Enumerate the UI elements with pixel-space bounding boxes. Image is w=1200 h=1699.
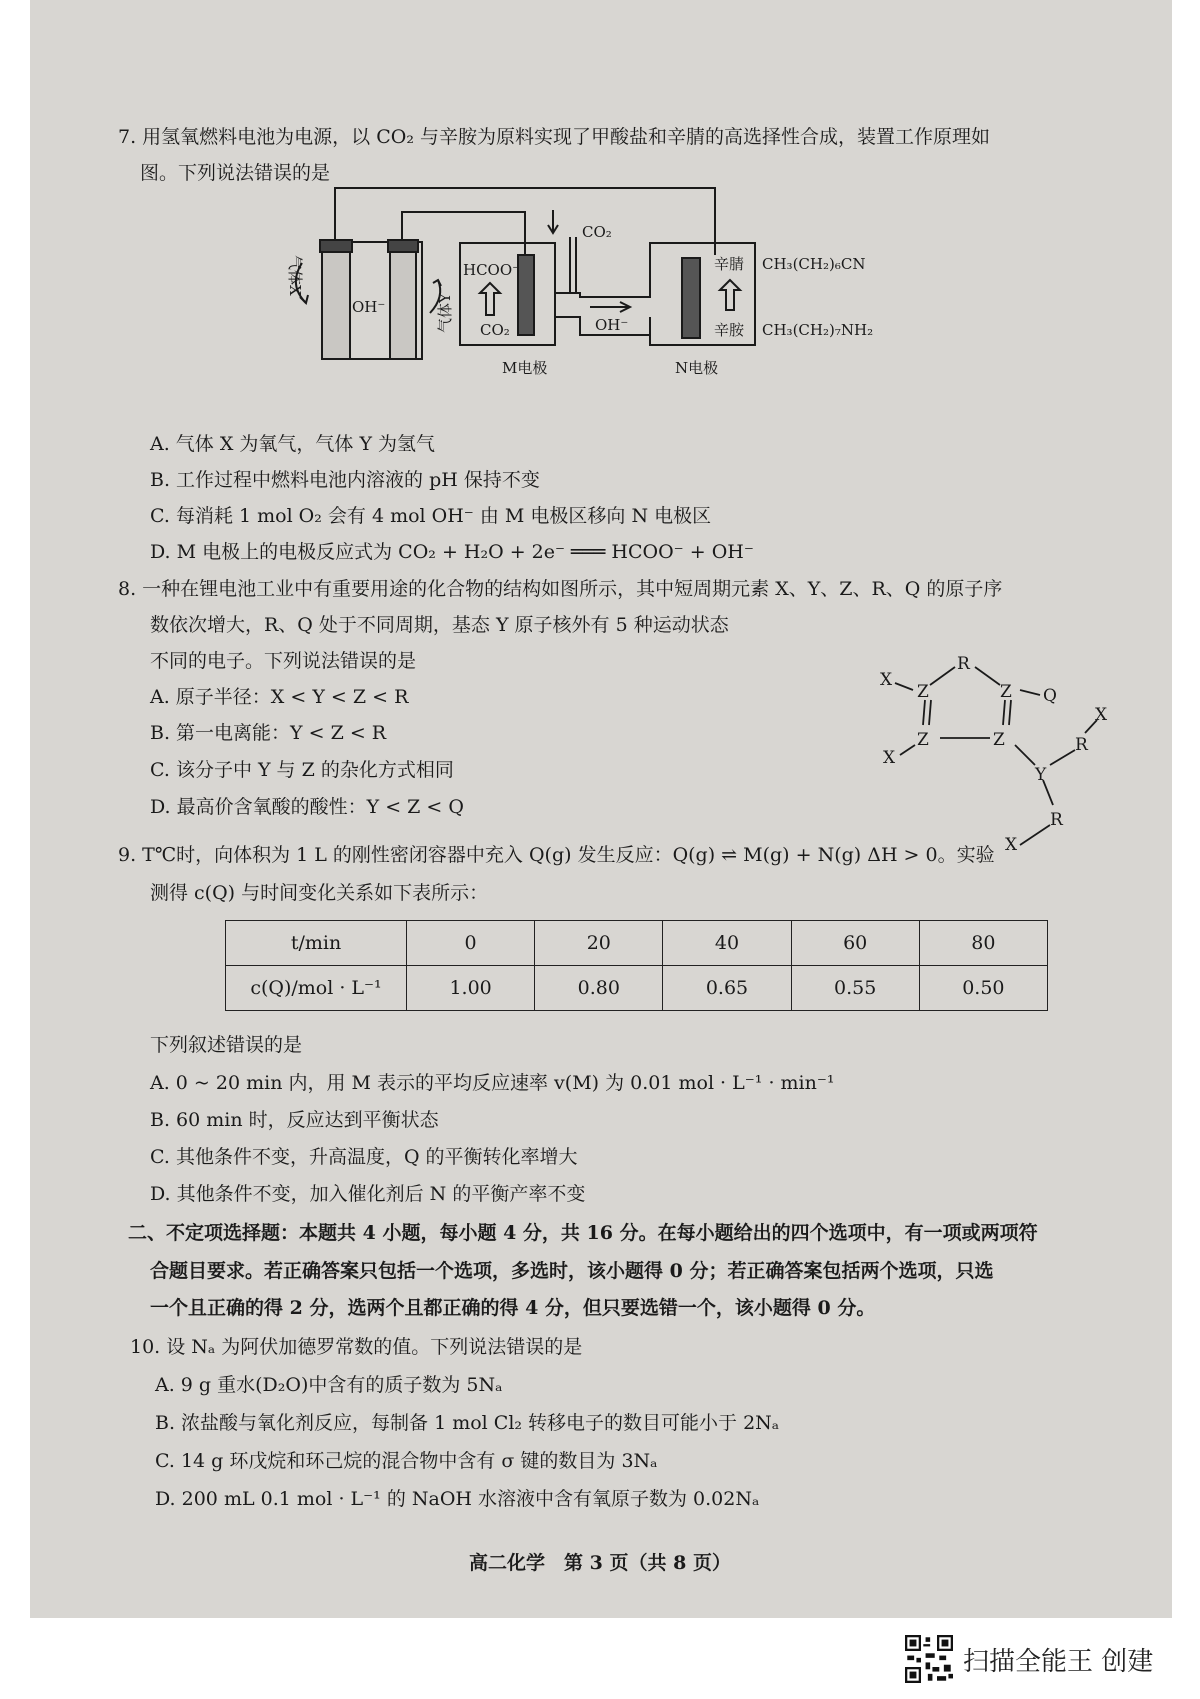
q9-option-d: D. 其他条件不变，加入催化剂后 N 的平衡产率不变	[150, 1183, 586, 1205]
q10-option-b: B. 浓盐酸与氧化剂反应，每制备 1 mol Cl₂ 转移电子的数目可能小于 2Nₐ	[155, 1412, 780, 1434]
q8-option-d: D. 最高价含氧酸的酸性：Y < Z < Q	[150, 796, 464, 818]
q8-atom-z-lower-right: Z	[993, 730, 1005, 750]
q9-time-cell: 0	[407, 921, 535, 966]
section2-instructions-line1: 二、不定项选择题：本题共 4 小题，每小题 4 分，共 16 分。在每小题给出的四个选项中，有一项或两项符	[128, 1222, 1038, 1244]
q7-m-electrode-label: M电极	[502, 359, 548, 377]
q7-nitrile-formula: CH₃(CH₂)₆CN	[762, 255, 866, 273]
q7-stem-line2: 图。下列说法错误的是	[140, 162, 331, 184]
qr-code-icon	[905, 1635, 953, 1683]
q8-molecular-structure	[875, 645, 1135, 855]
q7-co2-inlet-label: CO₂	[582, 223, 612, 241]
q9-concentration-cell: 1.00	[407, 966, 535, 1011]
q7-nitrile-label: 辛腈	[714, 255, 745, 273]
q8-atom-z-upper-left: Z	[917, 682, 929, 702]
q9-concentration-cell: 0.65	[663, 966, 791, 1011]
scanner-watermark	[905, 1635, 1153, 1683]
q8-option-a: A. 原子半径：X < Y < Z < R	[150, 686, 409, 708]
section2-instructions-line2: 合题目要求。若正确答案只包括一个选项，多选时，该小题得 0 分；若正确答案包括两个选项，只选	[150, 1260, 994, 1282]
q9-data-table	[225, 920, 1048, 1011]
q9-option-a: A. 0 ~ 20 min 内，用 M 表示的平均反应速率 v(M) 为 0.01 mol · L⁻¹ · min⁻¹	[150, 1072, 835, 1094]
q7-amine-label: 辛胺	[714, 321, 745, 339]
q8-atom-q: Q	[1043, 686, 1057, 706]
q9-stem-line2: 测得 c(Q) 与时间变化关系如下表所示：	[150, 882, 489, 904]
q8-option-b: B. 第一电离能：Y < Z < R	[150, 722, 387, 744]
q10-option-c: C. 14 g 环戊烷和环己烷的混合物中含有 σ 键的数目为 3Nₐ	[155, 1450, 658, 1472]
q9-option-b: B. 60 min 时，反应达到平衡状态	[150, 1109, 439, 1131]
q8-atom-r-top: R	[957, 654, 970, 674]
q8-stem-line1: 8. 一种在锂电池工业中有重要用途的化合物的结构如图所示，其中短周期元素 X、Y、Z、R、Q 的原子序	[118, 578, 1003, 600]
table-row	[226, 921, 1048, 966]
q9-time-header: t/min	[226, 921, 407, 966]
q9-concentration-cell: 0.50	[919, 966, 1047, 1011]
q8-atom-z-lower-left: Z	[917, 730, 929, 750]
q9-concentration-header: c(Q)/mol · L⁻¹	[226, 966, 407, 1011]
q10-option-a: A. 9 g 重水(D₂O)中含有的质子数为 5Nₐ	[155, 1374, 503, 1396]
q7-electrolysis-diagram	[270, 185, 910, 385]
q8-atom-x-bottom: X	[1005, 835, 1018, 855]
q9-concentration-cell: 0.80	[535, 966, 663, 1011]
q9-option-c: C. 其他条件不变，升高温度，Q 的平衡转化率增大	[150, 1146, 578, 1168]
q8-option-c: C. 该分子中 Y 与 Z 的杂化方式相同	[150, 759, 454, 781]
section2-instructions-line3: 一个且正确的得 2 分，选两个且都正确的得 4 分，但只要选错一个，该小题得 0 分。	[150, 1297, 876, 1319]
q9-stem-line1: 9. T℃时，向体积为 1 L 的刚性密闭容器中充入 Q(g) 发生反应：Q(g) ⇌ M(g) + N(g) ΔH > 0。实验	[118, 844, 995, 866]
scanner-watermark-text: 扫描全能王 创建	[963, 1646, 1154, 1677]
q8-atom-r-right: R	[1075, 735, 1088, 755]
q8-stem-line2: 数依次增大，R、Q 处于不同周期，基态 Y 原子核外有 5 种运动状态	[150, 614, 729, 636]
q9-time-cell: 20	[535, 921, 663, 966]
q8-atom-z-upper-right: Z	[1000, 682, 1012, 702]
q7-gas-y-label: 气体Y	[436, 293, 454, 333]
q8-atom-r-bottom: R	[1050, 810, 1063, 830]
q7-stem-line1: 7. 用氢氧燃料电池为电源，以 CO₂ 与辛胺为原料实现了甲酸盐和辛腈的高选择性合成，装置工作原理如	[118, 126, 990, 148]
q9-concentration-cell: 0.55	[791, 966, 919, 1011]
q8-atom-x-right: X	[1095, 705, 1108, 725]
q10-option-d: D. 200 mL 0.1 mol · L⁻¹ 的 NaOH 水溶液中含有氧原子数为 0.02Nₐ	[155, 1488, 760, 1510]
page-footer: 高二化学 第 3 页（共 8 页）	[469, 1552, 731, 1574]
q7-option-b: B. 工作过程中燃料电池内溶液的 pH 保持不变	[150, 469, 540, 491]
q9-time-cell: 40	[663, 921, 791, 966]
q8-stem-line3: 不同的电子。下列说法错误的是	[150, 650, 417, 672]
q7-amine-formula: CH₃(CH₂)₇NH₂	[762, 321, 874, 339]
q7-co2-inner-label: CO₂	[480, 321, 510, 339]
q7-oh-membrane-label: OH⁻	[595, 316, 629, 334]
q9-time-cell: 80	[919, 921, 1047, 966]
q7-oh-cell-label: OH⁻	[352, 298, 386, 316]
q7-option-a: A. 气体 X 为氧气，气体 Y 为氢气	[150, 433, 436, 455]
q8-atom-x-lower-left: X	[883, 748, 896, 768]
q7-hcoo-label: HCOO⁻	[463, 261, 521, 279]
q8-atom-y: Y	[1035, 765, 1047, 785]
q7-option-d: D. M 电极上的电极反应式为 CO₂ + H₂O + 2e⁻ ═══ HCOO⁻ + OH⁻	[150, 541, 754, 563]
q9-time-cell: 60	[791, 921, 919, 966]
q7-option-c: C. 每消耗 1 mol O₂ 会有 4 mol OH⁻ 由 M 电极区移向 N 电极区	[150, 505, 712, 527]
q10-stem: 10. 设 Nₐ 为阿伏加德罗常数的值。下列说法错误的是	[130, 1336, 583, 1358]
q7-gas-x-label: 气体X	[286, 255, 304, 296]
q7-n-electrode-label: N电极	[675, 359, 719, 377]
q9-prompt: 下列叙述错误的是	[150, 1034, 303, 1056]
table-row	[226, 966, 1048, 1011]
q8-atom-x-left: X	[880, 670, 893, 690]
